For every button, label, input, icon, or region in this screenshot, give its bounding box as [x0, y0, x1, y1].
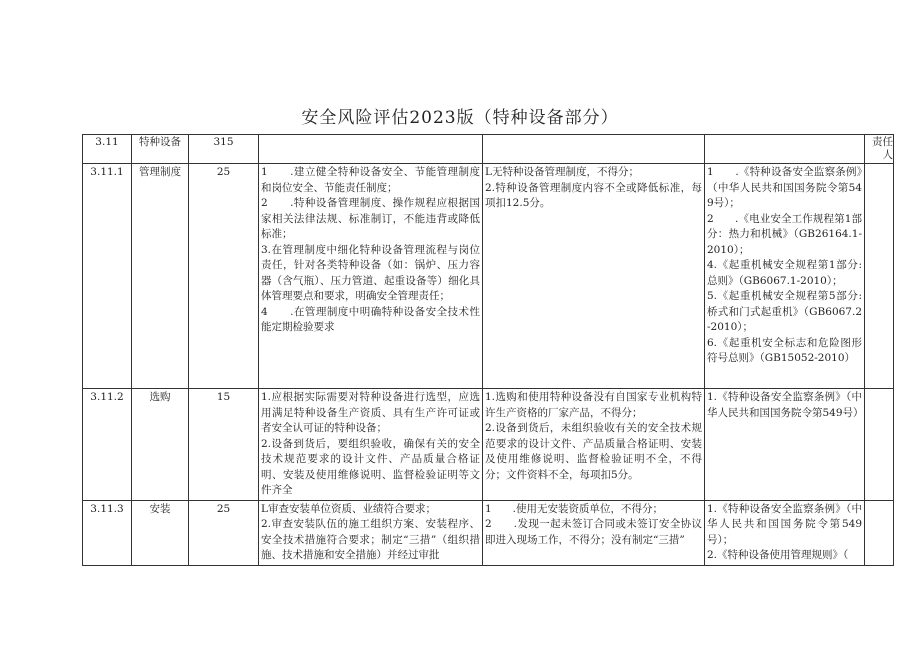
header-responsible: 责任人 — [865, 135, 894, 164]
document-title: 安全风险评估2023版（特种设备部分） — [301, 108, 619, 128]
table-row — [83, 500, 894, 565]
basis-item: 2.《特种设备使用管理规则》（ — [707, 549, 849, 561]
requirement-item: 2 .特种设备管理制度、操作规程应根据国家相关法律法规、标准制订，不能违背或降低标准； — [261, 197, 480, 240]
header-empty-basis — [705, 135, 865, 164]
requirement-item: 3.在管理制度中细化特种设备管理流程与岗位责任，针对各类特种设备（如：锅炉、压力容器（含气瓶）、压力管道、起重设备等）细化具体管理要点和要求，明确安全管理责任； — [261, 243, 480, 302]
basis-item: 1 .《特种设备安全监察条例》（中华人民共和国国务院令第549号）； — [707, 166, 862, 209]
row-scoring — [483, 500, 705, 565]
row-code: 3.11.2 — [83, 389, 132, 501]
header-code: 3.11 — [83, 135, 132, 164]
header-empty-scoring — [483, 135, 705, 164]
row-score: 15 — [189, 389, 259, 501]
scoring-item: 2.设备到货后，未组织验收有关的安全技术规范要求的设计文件、产品质量合格证明、安装及使用维修说明、监督检验证明不全，不得分；文件资料不全，每项扣5分。 — [485, 422, 702, 481]
basis-item: 1.《特种设备安全监察条例》（中华人民共和国国务院令第549号） — [707, 391, 864, 419]
requirement-item: L审查安装单位资质、业绩符合要求； — [261, 502, 436, 515]
table-header-row — [83, 135, 894, 164]
requirement-item: 4 .在管理制度中明确特种设备安全技术性能定期检验要求 — [261, 305, 480, 333]
row-code: 3.11.3 — [83, 500, 132, 565]
requirement-item: 2.审查安装队伍的施工组织方案、安装程序、安全技术措施符合要求；制定“三措”（组织措施、技术措施和安全措施）并经过审批 — [261, 518, 480, 561]
row-name: 管理制度 — [132, 164, 189, 389]
basis-item: 5.《起重机械安全规程第5部分:桥式和门式起重机》（GB6067.2-2010）； — [707, 290, 862, 333]
row-name: 选购 — [132, 389, 189, 501]
row-basis — [705, 164, 865, 389]
header-name: 特种设备 — [132, 135, 189, 164]
requirement-item: 1.应根据实际需要对特种设备进行选型，应选用满足特种设备生产资质、具有生产许可证或者安全认可证的特种设备； — [261, 391, 480, 434]
basis-item: 6.《起重机安全标志和危险图形符号总则》（GB15052-2010） — [707, 336, 862, 364]
table-row — [83, 389, 894, 501]
row-responsible — [865, 389, 894, 501]
row-code: 3.11.1 — [83, 164, 132, 389]
requirement-item: 1 .建立健全特种设备安全、节能管理制度和岗位安全、节能责任制度； — [261, 166, 480, 194]
row-requirements — [259, 389, 483, 501]
row-responsible — [865, 500, 894, 565]
scoring-item: 1 .使用无安装资质单位，不得分； — [485, 502, 664, 515]
header-score: 315 — [189, 135, 259, 164]
header-empty-requirements — [259, 135, 483, 164]
row-scoring — [483, 389, 705, 501]
table-row — [83, 164, 894, 389]
row-name: 安装 — [132, 500, 189, 565]
row-basis — [705, 389, 865, 501]
requirement-item: 2.设备到货后，要组织验收，确保有关的安全技术规范要求的设计文件、产品质量合格证明、安装及使用维修说明、监督检验证明等文件齐全 — [261, 437, 480, 496]
scoring-item: 1.选购和使用特种设备没有自国家专业机构特许生产资格的厂家产品，不得分； — [485, 391, 702, 419]
basis-item: 2 .《电业安全工作规程第1部分：热力和机械》（GB26164.1-2010）； — [707, 212, 862, 256]
basis-item: 4.《起重机械安全规程第1部分:总则》（GB6067.1-2010）； — [707, 259, 862, 287]
row-requirements — [259, 164, 483, 389]
scoring-item: 2.特种设备管理制度内容不全或降低标准，每项扣12.5分。 — [485, 181, 702, 209]
row-score: 25 — [189, 500, 259, 565]
basis-item: 1.《特种设备安全监察条例》（中华人民共和国国务院令第549号）； — [707, 502, 862, 546]
row-responsible — [865, 164, 894, 389]
scoring-item: L无特种设备管理制度，不得分； — [485, 166, 639, 178]
scoring-item: 2 .发现一起未签订合同或未签订安全协议即进入现场工作，不得分；没有制定“三措” — [485, 518, 702, 546]
row-basis — [705, 500, 865, 565]
row-requirements — [259, 500, 483, 565]
special-equipment-table — [82, 134, 894, 566]
row-score: 25 — [189, 164, 259, 389]
row-scoring — [483, 164, 705, 389]
